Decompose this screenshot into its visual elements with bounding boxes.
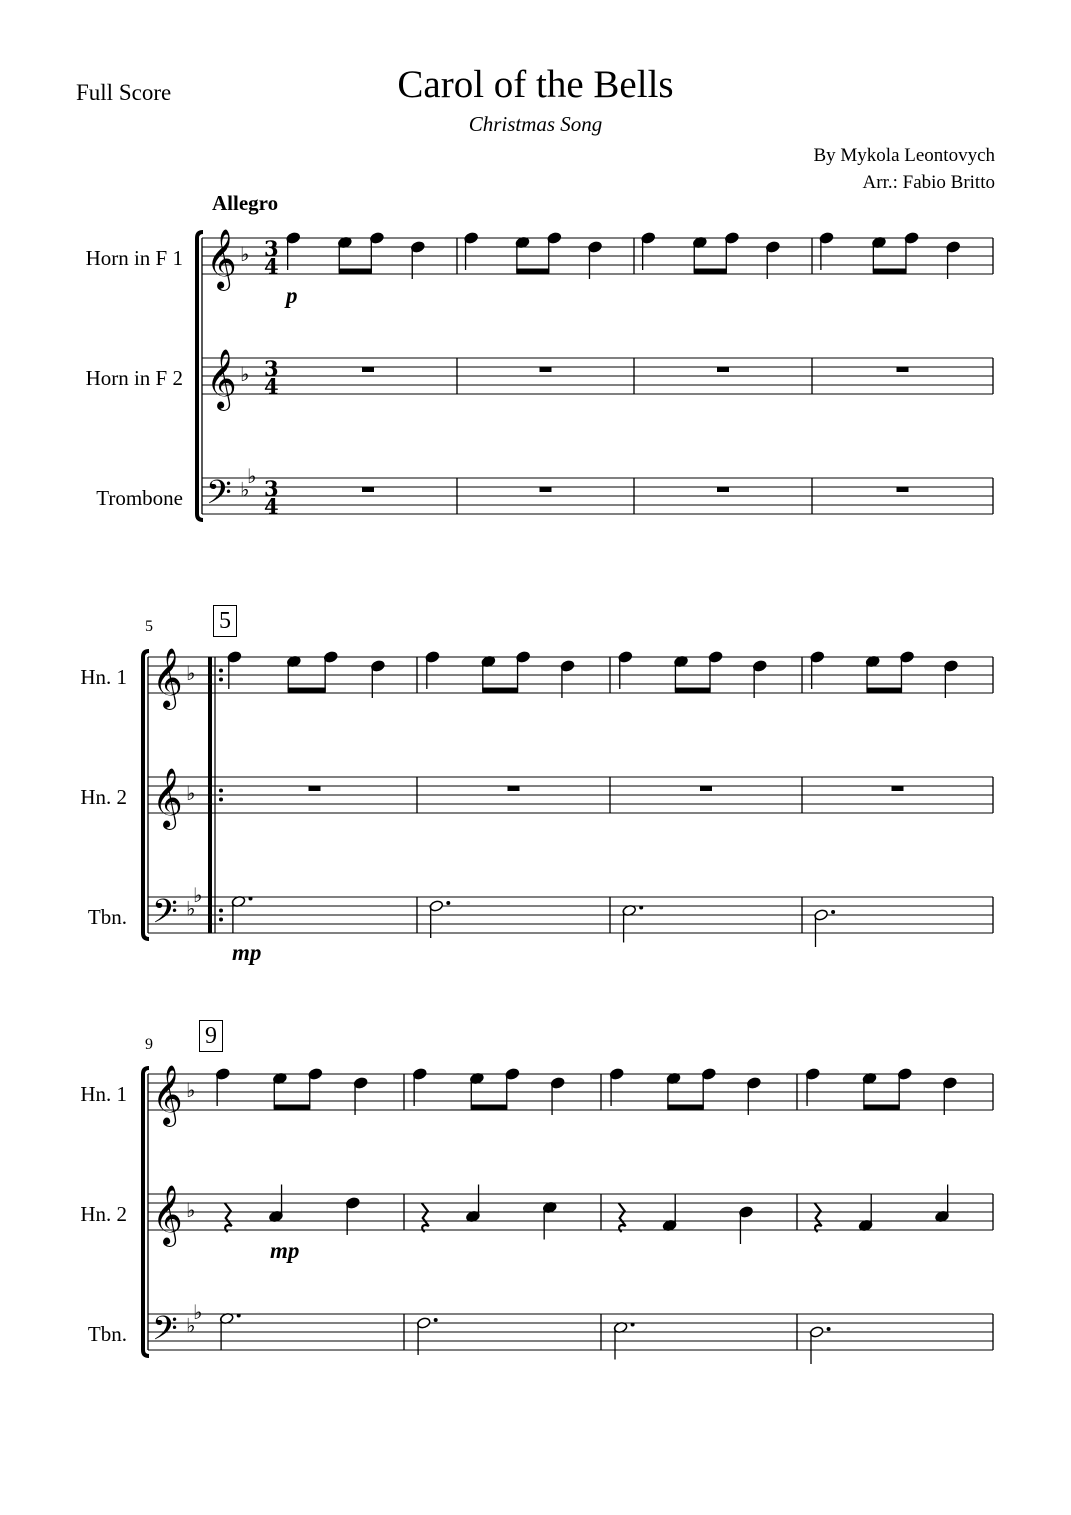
augmentation-dot bbox=[831, 910, 835, 914]
key-signature-flat: ♭ bbox=[186, 1198, 196, 1222]
augmentation-dot bbox=[639, 906, 643, 910]
measure-number: 9 bbox=[145, 1036, 153, 1053]
augmentation-dot bbox=[249, 897, 253, 901]
page-title: Carol of the Bells bbox=[397, 63, 674, 106]
key-signature-flat: ♭ bbox=[193, 1300, 203, 1324]
note-beam bbox=[866, 688, 902, 693]
quarter-rest bbox=[619, 1203, 626, 1232]
treble-clef: 𝄞 bbox=[152, 768, 183, 828]
whole-rest bbox=[717, 367, 729, 372]
repeat-dot bbox=[219, 918, 223, 922]
treble-clef: 𝄞 bbox=[206, 229, 237, 289]
whole-rest bbox=[700, 786, 712, 791]
time-signature-bottom: 4 bbox=[264, 374, 279, 399]
augmentation-dot bbox=[434, 1318, 438, 1322]
instrument-name-trombone: Tbn. bbox=[87, 1322, 127, 1346]
dynamic-marking: mp bbox=[232, 940, 262, 965]
key-signature-flat: ♭ bbox=[186, 1313, 196, 1338]
key-signature-flat: ♭ bbox=[186, 1078, 196, 1102]
whole-rest bbox=[717, 487, 729, 492]
time-signature-top: 3 bbox=[264, 476, 279, 501]
note-beam bbox=[288, 688, 326, 693]
bass-clef: 𝄢 bbox=[152, 1310, 178, 1356]
instrument-name-trombone: Tbn. bbox=[87, 905, 127, 929]
instrument-name-horn2: Hn. 2 bbox=[80, 1202, 127, 1226]
note-beam bbox=[863, 1105, 899, 1110]
dynamic-marking: mp bbox=[270, 1238, 300, 1263]
note-beam bbox=[339, 269, 372, 274]
key-signature-flat: ♭ bbox=[247, 464, 257, 488]
key-signature-flat: ♭ bbox=[186, 896, 196, 921]
repeat-dot bbox=[219, 678, 223, 682]
whole-rest bbox=[540, 487, 552, 492]
repeat-barline-thick bbox=[208, 657, 212, 933]
key-signature-flat: ♭ bbox=[193, 883, 203, 907]
dynamic-marking: p bbox=[286, 283, 298, 308]
rehearsal-mark: 9 bbox=[199, 1020, 223, 1052]
instrument-name-horn2: Horn in F 2 bbox=[85, 366, 183, 390]
treble-clef: 𝄞 bbox=[152, 648, 183, 708]
time-signature-top: 3 bbox=[264, 236, 279, 261]
note-beam bbox=[274, 1105, 311, 1110]
repeat-dot bbox=[219, 798, 223, 802]
whole-rest bbox=[309, 786, 321, 791]
time-signature-top: 3 bbox=[264, 356, 279, 381]
augmentation-dot bbox=[446, 901, 450, 905]
key-signature-flat: ♭ bbox=[186, 661, 196, 685]
instrument-name-trombone: Trombone bbox=[96, 486, 183, 510]
rehearsal-mark: 5 bbox=[213, 605, 237, 637]
whole-rest bbox=[362, 367, 374, 372]
instrument-name-horn1: Hn. 1 bbox=[80, 665, 127, 689]
augmentation-dot bbox=[827, 1327, 831, 1331]
key-signature-flat: ♭ bbox=[240, 242, 250, 266]
time-signature-bottom: 4 bbox=[264, 254, 279, 279]
note-beam bbox=[471, 1105, 508, 1110]
arranger-credit: Arr.: Fabio Britto bbox=[862, 172, 995, 193]
note-beam bbox=[675, 688, 711, 693]
page-subtitle: Christmas Song bbox=[468, 112, 603, 136]
treble-clef: 𝄞 bbox=[152, 1065, 183, 1125]
whole-rest bbox=[540, 367, 552, 372]
repeat-dot bbox=[219, 909, 223, 913]
note-beam bbox=[482, 688, 518, 693]
quarter-rest bbox=[815, 1203, 822, 1232]
repeat-dot bbox=[219, 789, 223, 793]
whole-rest bbox=[508, 786, 520, 791]
instrument-name-horn2: Hn. 2 bbox=[80, 785, 127, 809]
treble-clef: 𝄞 bbox=[152, 1185, 183, 1245]
bass-clef: 𝄢 bbox=[206, 474, 232, 520]
key-signature-flat: ♭ bbox=[186, 781, 196, 805]
repeat-dot bbox=[219, 669, 223, 673]
whole-rest bbox=[892, 786, 904, 791]
augmentation-dot bbox=[631, 1323, 635, 1327]
composer-credit: By Mykola Leontovych bbox=[813, 145, 995, 166]
key-signature-flat: ♭ bbox=[240, 477, 250, 502]
note-beam bbox=[873, 269, 907, 274]
treble-clef: 𝄞 bbox=[206, 349, 237, 409]
quarter-rest bbox=[225, 1203, 232, 1232]
whole-rest bbox=[897, 487, 909, 492]
instrument-name-horn1: Hn. 1 bbox=[80, 1082, 127, 1106]
whole-rest bbox=[362, 487, 374, 492]
note-beam bbox=[694, 269, 727, 274]
time-signature-bottom: 4 bbox=[264, 494, 279, 519]
tempo-marking: Allegro bbox=[212, 191, 279, 215]
note-beam bbox=[516, 269, 549, 274]
key-signature-flat: ♭ bbox=[240, 362, 250, 386]
score-label: Full Score bbox=[76, 80, 172, 105]
quarter-rest bbox=[422, 1203, 429, 1232]
note-beam bbox=[667, 1105, 703, 1110]
instrument-name-horn1: Horn in F 1 bbox=[85, 246, 183, 270]
measure-number: 5 bbox=[145, 618, 153, 635]
augmentation-dot bbox=[237, 1314, 241, 1318]
bass-clef: 𝄢 bbox=[152, 893, 178, 939]
whole-rest bbox=[897, 367, 909, 372]
